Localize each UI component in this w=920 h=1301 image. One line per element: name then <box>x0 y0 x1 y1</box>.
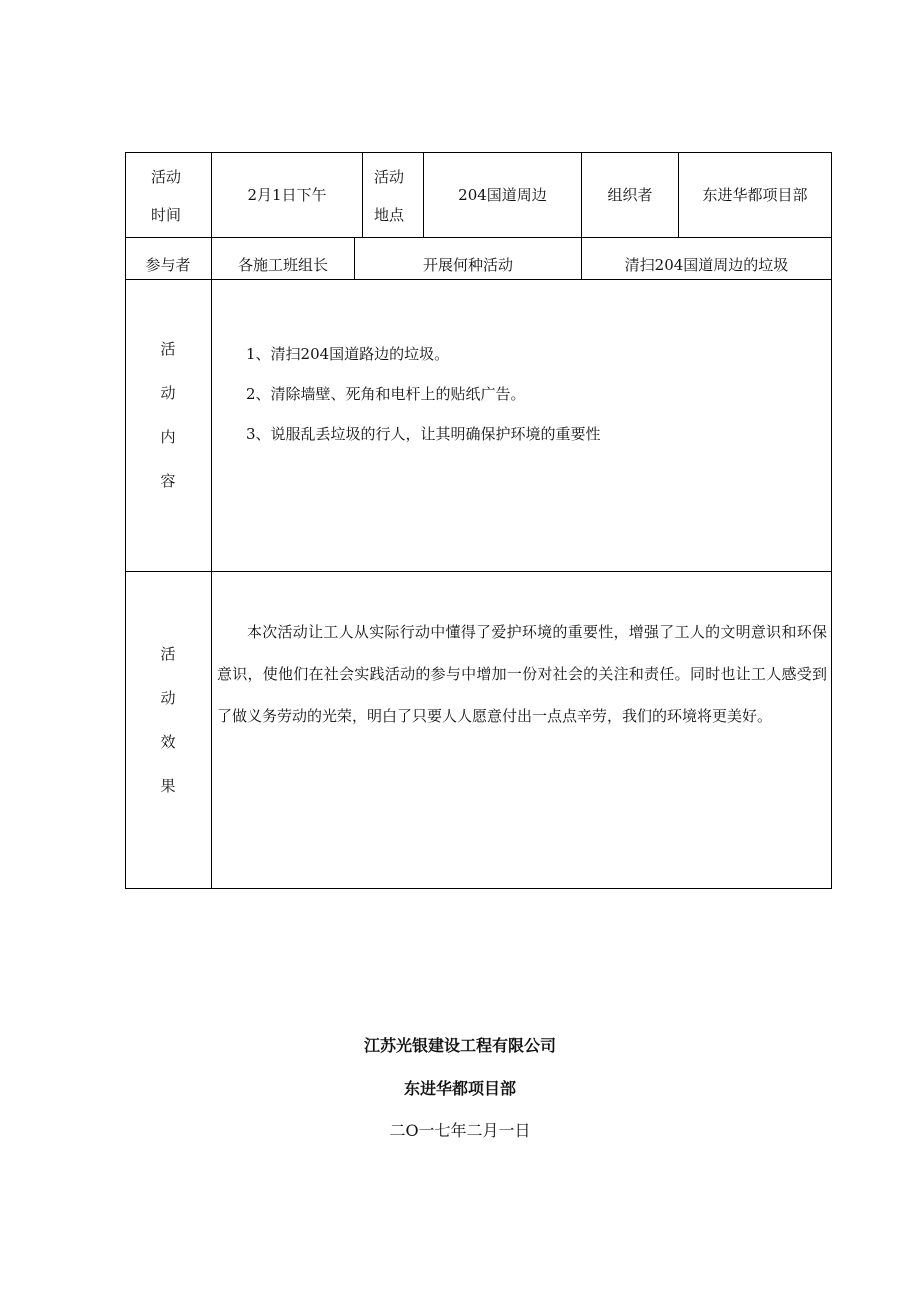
effect-label <box>125 632 211 812</box>
activity-type-label: 开展何种活动 <box>422 255 513 274</box>
content-item: 3、说服乱丢垃圾的行人，让其明确保护环境的重要性 <box>246 425 601 443</box>
department-name: 东进华都项目部 <box>403 1079 516 1098</box>
content-label-char: 活 <box>160 340 176 358</box>
content-label-char: 内 <box>160 428 176 446</box>
content-label-char: 容 <box>160 472 176 490</box>
activity-record-table <box>125 152 832 889</box>
row-divider <box>125 571 832 572</box>
place-label-line-2: 地点 <box>374 206 405 224</box>
time-value: 2月1日下午 <box>247 186 327 204</box>
time-label-line-1: 活动 <box>151 168 182 186</box>
content-item: 1、清扫204国道路边的垃圾。 <box>246 345 450 363</box>
time-label-line-2: 时间 <box>151 206 182 224</box>
effect-label-char: 动 <box>160 689 176 707</box>
organizer-value: 东进华都项目部 <box>702 186 808 204</box>
place-value: 204国道周边 <box>458 186 547 204</box>
place-label <box>374 156 424 236</box>
document-date: 二O一七年二月一日 <box>389 1121 531 1140</box>
time-label <box>151 156 211 236</box>
effect-label-char: 活 <box>160 645 176 663</box>
content-list <box>246 334 806 454</box>
column-divider <box>362 152 363 238</box>
effect-text: 本次活动让工人从实际行动中懂得了爱护环境的重要性，增强了工人的文明意识和环保意识，使他们在社会实践活动的参与中增加一份对社会的关注和责任。同时也让工人感受到了做义务劳动的光荣，明白了只要人人愿意付出一点点辛劳，我们的环境将更美好。 <box>217 623 827 725</box>
company-name: 江苏光银建设工程有限公司 <box>363 1036 556 1055</box>
table-border-bottom <box>125 888 832 889</box>
participants-value: 各施工班组长 <box>237 255 328 274</box>
activity-type-value: 清扫204国道周边的垃圾 <box>624 255 789 274</box>
effect-label-char: 果 <box>160 777 176 795</box>
content-label <box>125 327 211 507</box>
participants-label: 参与者 <box>145 255 191 274</box>
place-label-line-1: 活动 <box>374 168 405 186</box>
table-border-right <box>831 152 832 889</box>
content-label-char: 动 <box>160 384 176 402</box>
effect-label-char: 效 <box>160 733 176 751</box>
row-divider <box>125 237 832 238</box>
organizer-label: 组织者 <box>607 186 653 204</box>
content-item: 2、清除墙壁、死角和电杆上的贴纸广告。 <box>246 385 526 403</box>
